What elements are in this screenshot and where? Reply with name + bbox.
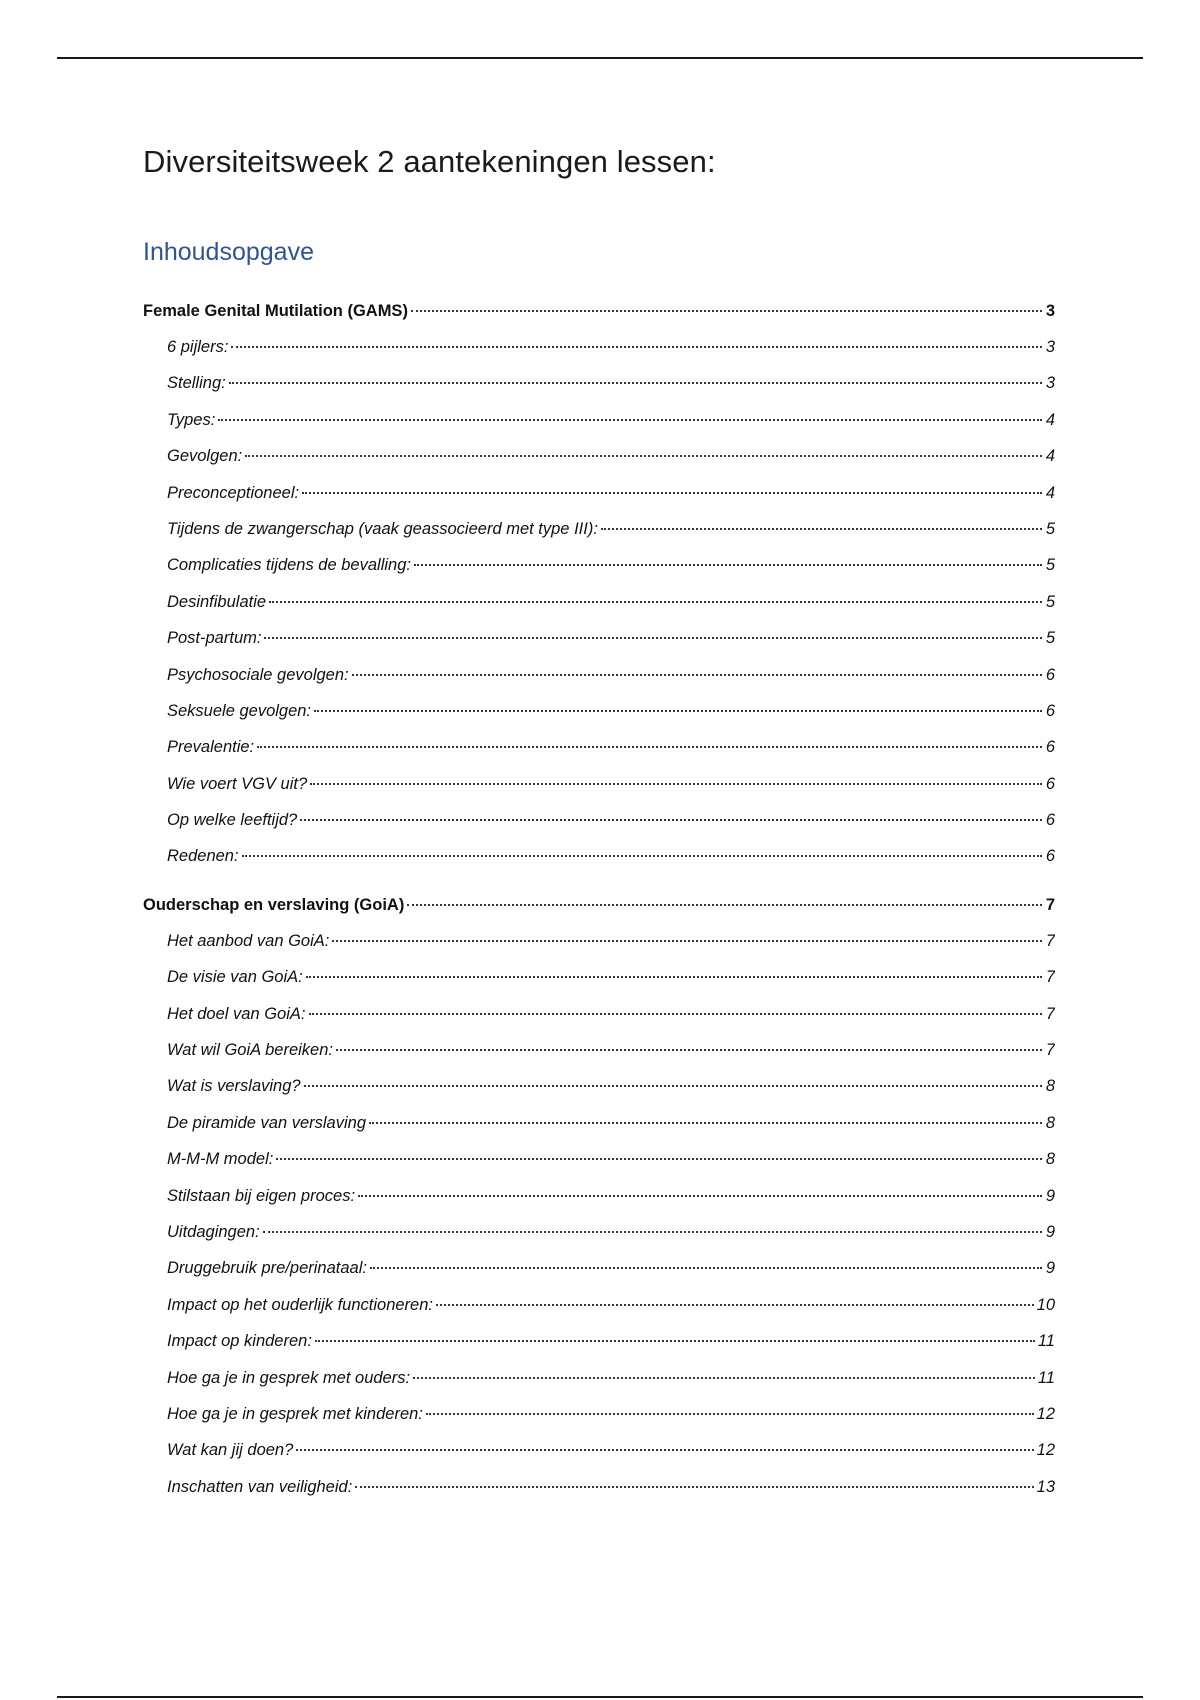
- toc-entry-page-number: 12: [1036, 1404, 1055, 1423]
- toc-subsection-entry[interactable]: [143, 1478, 1055, 1514]
- toc-subsection-entry[interactable]: [143, 775, 1055, 811]
- toc-heading: Inhoudsopgave: [143, 238, 314, 266]
- dot-leader: [257, 745, 1042, 748]
- toc-entry-label: Desinfibulatie: [167, 592, 267, 611]
- toc-entry-page-number: 7: [1045, 968, 1055, 987]
- toc-section: [143, 302, 1055, 884]
- toc-subsection-entry[interactable]: [143, 738, 1055, 774]
- toc-entry-label: Impact op het ouderlijk functioneren:: [167, 1295, 433, 1314]
- dot-leader: [229, 381, 1042, 384]
- toc-entry-page-number: 9: [1045, 1186, 1055, 1205]
- toc-entry-label: M-M-M model:: [167, 1150, 274, 1169]
- toc-subsection-entry[interactable]: [143, 593, 1055, 629]
- toc-subsection-entry[interactable]: [143, 666, 1055, 702]
- dot-leader: [369, 1121, 1042, 1124]
- dot-leader: [263, 1230, 1042, 1233]
- toc-entry-label: Wat kan jij doen?: [167, 1441, 294, 1460]
- footer-rule: [57, 1696, 1143, 1698]
- dot-leader: [310, 782, 1042, 785]
- toc-subsection-entry[interactable]: [143, 1150, 1055, 1186]
- toc-entry-page-number: 6: [1045, 774, 1055, 793]
- dot-leader: [426, 1412, 1034, 1415]
- dot-leader: [276, 1157, 1042, 1160]
- toc-entry-label: Preconceptioneel:: [167, 483, 300, 502]
- toc-entry-page-number: 10: [1036, 1295, 1055, 1314]
- toc-entry-label: De visie van GoiA:: [167, 968, 303, 987]
- dot-leader: [231, 345, 1042, 348]
- toc-entry-page-number: 7: [1045, 1004, 1055, 1023]
- toc-entry-page-number: 5: [1045, 519, 1055, 538]
- toc-entry-label: Druggebruik pre/perinataal:: [167, 1259, 367, 1278]
- toc-subsection-entry[interactable]: [143, 1441, 1055, 1477]
- dot-leader: [306, 975, 1042, 978]
- toc-entry-label: Wat wil GoiA bereiken:: [167, 1041, 333, 1060]
- toc-subsection-entry[interactable]: [143, 374, 1055, 410]
- toc-entry-page-number: 13: [1036, 1477, 1055, 1496]
- toc-subsection-entry[interactable]: [143, 1332, 1055, 1368]
- dot-leader: [436, 1303, 1034, 1306]
- toc-entry-page-number: 5: [1045, 592, 1055, 611]
- toc-entry-page-number: 11: [1037, 1332, 1055, 1351]
- toc-entry-page-number: 5: [1045, 629, 1055, 648]
- toc-entry-label: Hoe ga je in gesprek met ouders:: [167, 1368, 411, 1387]
- toc-entry-page-number: 4: [1045, 447, 1055, 466]
- toc-entry-page-number: 3: [1045, 338, 1055, 356]
- document-title: Diversiteitsweek 2 aantekeningen lessen:: [143, 144, 716, 179]
- dot-leader: [264, 636, 1042, 639]
- toc-entry-label: Seksuele gevolgen:: [167, 701, 312, 720]
- dot-leader: [413, 1376, 1035, 1379]
- toc-entry-label: Prevalentie:: [167, 738, 255, 757]
- toc-subsection-entry[interactable]: [143, 1296, 1055, 1332]
- toc-subsection-entry[interactable]: [143, 1187, 1055, 1223]
- toc-entry-label: Gevolgen:: [167, 447, 243, 466]
- toc-entry-page-number: 7: [1045, 895, 1055, 914]
- toc-subsection-entry[interactable]: [143, 484, 1055, 520]
- toc-entry-page-number: 7: [1045, 931, 1055, 950]
- toc-chapter-entry[interactable]: [143, 302, 1055, 338]
- toc-entry-page-number: 9: [1045, 1222, 1055, 1241]
- dot-leader: [304, 1084, 1042, 1087]
- toc-entry-label: Tijdens de zwangerschap (vaak geassocieerd met type III):: [167, 519, 598, 538]
- toc-entry-label: Wie voert VGV uit?: [167, 774, 308, 793]
- toc-entry-page-number: 11: [1037, 1368, 1055, 1387]
- toc-entry-label: Post-partum:: [167, 629, 262, 648]
- table-of-contents: [143, 302, 1055, 1514]
- toc-entry-label: Stilstaan bij eigen proces:: [167, 1186, 356, 1205]
- dot-leader: [309, 1012, 1043, 1015]
- toc-section: [143, 896, 1055, 1514]
- toc-entry-page-number: 6: [1045, 738, 1055, 757]
- dot-leader: [411, 309, 1042, 312]
- dot-leader: [302, 491, 1042, 494]
- toc-entry-label: Het doel van GoiA:: [167, 1004, 306, 1023]
- toc-subsection-entry[interactable]: [143, 847, 1055, 883]
- toc-subsection-entry[interactable]: [143, 1369, 1055, 1405]
- toc-entry-page-number: 3: [1045, 374, 1055, 393]
- toc-entry-label: Female Genital Mutilation (GAMS): [143, 302, 408, 320]
- dot-leader: [300, 818, 1042, 821]
- toc-subsection-entry[interactable]: [143, 932, 1055, 968]
- toc-entry-page-number: 6: [1045, 811, 1055, 830]
- toc-subsection-entry[interactable]: [143, 1005, 1055, 1041]
- toc-entry-page-number: 8: [1045, 1113, 1055, 1132]
- toc-entry-label: Hoe ga je in gesprek met kinderen:: [167, 1404, 423, 1423]
- dot-leader: [218, 418, 1042, 421]
- toc-subsection-entry[interactable]: [143, 411, 1055, 447]
- dot-leader: [352, 673, 1042, 676]
- toc-entry-page-number: 6: [1045, 701, 1055, 720]
- toc-subsection-entry[interactable]: [143, 1041, 1055, 1077]
- toc-subsection-entry[interactable]: [143, 968, 1055, 1004]
- toc-entry-page-number: 6: [1045, 665, 1055, 684]
- header-rule: [57, 57, 1143, 59]
- dot-leader: [242, 854, 1042, 857]
- dot-leader: [315, 1339, 1035, 1342]
- dot-leader: [407, 903, 1042, 906]
- dot-leader: [296, 1448, 1033, 1451]
- toc-entry-label: Inschatten van veiligheid:: [167, 1477, 353, 1496]
- toc-entry-page-number: 6: [1045, 847, 1055, 866]
- dot-leader: [245, 454, 1042, 457]
- toc-entry-label: Op welke leeftijd?: [167, 811, 298, 830]
- toc-entry-label: Redenen:: [167, 847, 239, 866]
- toc-entry-page-number: 8: [1045, 1077, 1055, 1096]
- toc-entry-page-number: 9: [1045, 1259, 1055, 1278]
- dot-leader: [336, 1048, 1042, 1051]
- toc-subsection-entry[interactable]: [143, 1405, 1055, 1441]
- toc-entry-page-number: 7: [1045, 1041, 1055, 1060]
- toc-entry-label: Psychosociale gevolgen:: [167, 665, 349, 684]
- toc-entry-page-number: 3: [1045, 302, 1055, 320]
- toc-subsection-entry[interactable]: [143, 811, 1055, 847]
- dot-leader: [370, 1266, 1042, 1269]
- toc-entry-page-number: 4: [1045, 483, 1055, 502]
- dot-leader: [355, 1485, 1033, 1488]
- toc-entry-page-number: 4: [1045, 410, 1055, 429]
- toc-subsection-entry[interactable]: [143, 1223, 1055, 1259]
- toc-entry-label: Types:: [167, 410, 216, 429]
- dot-leader: [601, 527, 1042, 530]
- toc-entry-label: Stelling:: [167, 374, 226, 393]
- toc-subsection-entry[interactable]: [143, 1259, 1055, 1295]
- toc-entry-label: Ouderschap en verslaving (GoiA): [143, 895, 405, 914]
- dot-leader: [314, 709, 1042, 712]
- toc-subsection-entry[interactable]: [143, 1077, 1055, 1113]
- toc-subsection-entry[interactable]: [143, 629, 1055, 665]
- toc-entry-label: Wat is verslaving?: [167, 1077, 301, 1096]
- toc-entry-page-number: 8: [1045, 1150, 1055, 1169]
- toc-entry-label: De piramide van verslaving: [167, 1113, 367, 1132]
- toc-subsection-entry[interactable]: [143, 1114, 1055, 1150]
- toc-entry-page-number: 5: [1045, 556, 1055, 575]
- toc-entry-label: Uitdagingen:: [167, 1222, 260, 1241]
- dot-leader: [414, 563, 1042, 566]
- toc-subsection-entry[interactable]: [143, 338, 1055, 374]
- toc-entry-label: Het aanbod van GoiA:: [167, 931, 330, 950]
- toc-subsection-entry[interactable]: [143, 702, 1055, 738]
- dot-leader: [332, 939, 1042, 942]
- toc-chapter-entry[interactable]: [143, 896, 1055, 932]
- dot-leader: [358, 1194, 1042, 1197]
- toc-entry-label: Impact op kinderen:: [167, 1332, 312, 1351]
- toc-entry-page-number: 12: [1036, 1441, 1055, 1460]
- toc-subsection-entry[interactable]: [143, 520, 1055, 556]
- toc-subsection-entry[interactable]: [143, 556, 1055, 592]
- toc-entry-label: Complicaties tijdens de bevalling:: [167, 556, 411, 575]
- toc-subsection-entry[interactable]: [143, 447, 1055, 483]
- toc-entry-label: 6 pijlers:: [167, 338, 229, 356]
- dot-leader: [269, 600, 1042, 603]
